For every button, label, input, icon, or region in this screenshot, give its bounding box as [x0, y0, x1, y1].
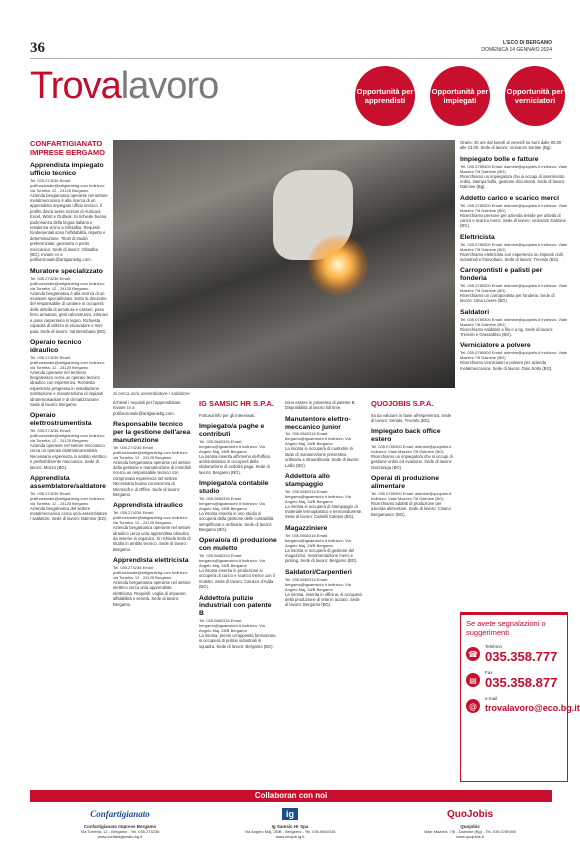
job-title: Apprendista assemblatore/saldatore [30, 474, 106, 490]
job-body: Azienda bergamasca operante nel settore idraulico cerca un/a apprendista idraulico da inserire in organico. Si richiede titolo di studio in ambito tecnico. Sede di lavoro: Bergamo. [113, 525, 191, 552]
job-body: La risorsa inserita in uno studio si occuperà della gestione delle contabilità semplificate e ordinarie. Sede di lavoro: Bergamo (BG). [199, 510, 274, 532]
footer-web[interactable]: www.confartigianato.bg.it [97, 834, 143, 839]
job-meta: Tel. 035.274236 Email: polifunzionale@artigianiebg.com Indirizzo: via Torretta, 12 - 24125 Bergamo [30, 177, 105, 193]
job-title: Operaio tecnico idraulico [30, 338, 82, 354]
job-meta: Tel. 035.0789300 Email: dalmine@quojobis.it Indirizzo: Viale Mazzini 7/8 Dalmine (BG) [460, 163, 568, 174]
job-meta: Tel. 035.274236 Email: polifunzionale@artigianiebg.com Indirizzo: via Torretta, 12 - 24125 Bergamo [113, 565, 188, 581]
igsamsic-logo: ig [215, 806, 365, 822]
email-value[interactable]: trovalavoro@eco.bg.it [485, 703, 580, 713]
phone-row [461, 641, 567, 667]
job-meta: Tel. 035.0789300 Email: dalmine@quojobis.it Indirizzo: Viale Mazzini 7/8 Dalmine (BG) [460, 316, 568, 327]
job-body: Ricerchiamo elettricista con esperienza su impianti civili, industriali e fotovoltaici. Sede di lavoro: Treviolo (BG). [460, 251, 565, 263]
job-title: Impiegato bolle e fatture [460, 155, 539, 163]
job-body: Azienda bergamasca operante nel settore elettrico cerca un/a apprendista elettricista. Requisiti: voglia di imparare, affidabilità e serietà. Sede di lavoro: Bergamo. [113, 580, 191, 607]
column-3 [199, 400, 277, 780]
job-body: Azienda bergamasca operante nel settore della gestione e manutenzione di immobili ricerca un responsabile tecnico con comprovata esperienza nel settore. Necessaria buona conoscenza di Microsoft e di Office. Sede di lavoro: Bergamo. [113, 459, 191, 498]
confartigianato-logo: Confartigianato [90, 809, 150, 819]
fax-label: Fax [485, 670, 493, 675]
job-title: Addetto/a pulizie industriali con patente B [199, 594, 272, 618]
job-title: Apprendista idraulico [113, 502, 183, 510]
email-icon: @ [466, 699, 480, 713]
job-body: Ricerchiamo un impiegato/a che si occupi di gestione ordini ed evasione. Sede di lavoro: Gazzaniga (BG). [371, 453, 453, 470]
paper-date: DOMENICA 14 GENNAIO 2024 [481, 47, 552, 53]
job-meta: Tel. 035.0660316 Email: bergamo@igsamsichr.it Indirizzo: Via Angelo Maj, 28/B Bergamo [199, 552, 265, 568]
quojobis-logo: QuoJobis [446, 808, 494, 820]
column-6 [460, 140, 568, 605]
job-title: Operaio elettrostrumentista [30, 412, 92, 428]
job-meta: Tel. 035.0660316 Email: bergamo@igsamsichr.it Indirizzo: Via Angelo Maj, 28/B Bergamo [199, 438, 265, 454]
email-row [461, 693, 580, 719]
job-body: Azienda operante nel territorio bergamasco cerca un operaio tecnico idraulico con esperienza. Richiesta esperienza pregressa in installazione, sostituzione e manutenzione di impianti idrotermosanitari e di climatizzazione. Sede di lavoro: Bergamo. [30, 369, 104, 407]
job-title: Addetto carico e scarico merci [460, 194, 559, 202]
job-meta: Tel. 035.274236 Email: polifunzionale@artigianiebg.com Indirizzo: via Torretta, 12 - 24125 Bergamo [30, 354, 105, 370]
job-meta: Tel. 035.0660316 Email: bergamo@igsamsichr.it Indirizzo: Via Angelo Maj, 28/B Bergamo [285, 488, 351, 504]
job-body: La risorsa, previo un'apposita formazione, si occuperà di pulizie industriali in squadra. Sede di lavoro: Bergamo (BG). [199, 632, 277, 649]
job-title: Muratore specializzato [30, 267, 103, 275]
header-rule [30, 58, 552, 59]
job-title: Elettricista [460, 233, 495, 241]
footer-addr: Viale Mazzini, 7/8 - Dalmine (Bg) - Tel. 035.0789300 [423, 829, 517, 834]
job-body: Orario: 40 ore dal lunedì al venerdì su turni dalle 05.00 alle 23.00. Sede di lavoro: vicinanze Seriate (Bg). [460, 140, 562, 151]
footer-name: Confartigianato Imprese Bergamo [83, 824, 157, 829]
job-title: Saldatori [460, 308, 490, 316]
badge-verniciatori: Opportunità per verniciatori [505, 66, 565, 126]
footer-addr: Via Angelo Maj, 28/B - Bergamo - Tel. 035.0660316 [244, 829, 336, 834]
footer-confartigianato [40, 806, 200, 839]
job-meta: Tel. 035.0789300 Email: dalmine@quojobis.it Indirizzo: Viale Mazzini 7/8 Dalmine (BG) [371, 490, 452, 501]
job-meta: Tel. 035.0789300 Email: dalmine@quojobis.it Indirizzo: Viale Mazzini 7/8 Dalmine (BG) [460, 350, 568, 361]
job-body: Azienda bergamasca è alla ricerca di un muratore specializzato. Sotto la direzione del responsabile di cantiere si occuperà delle attività di armatura e casseri, posa ferro armatura, getti calcestruzzo, intonaci e posa carpenteria in legno. Richiesta capacità di utilizzo di escavatore e mini pala. Sede di lavoro: Val Brembana (BG). [30, 290, 108, 334]
photo-caption: Si cerca un/a assemblatore / saldatore [113, 391, 190, 396]
job-meta: Tel. 035.0789300 Email: dalmine@quojobis.it Indirizzo: Viale Mazzini 7/8 Dalmine (BG) [371, 443, 452, 454]
job-body: Ricerchiamo un carropontista per fonderia. Sede di lavoro: zona Lovere (BG). [460, 293, 555, 304]
job-title: Impiegato/a paghe e contributi [199, 422, 265, 438]
job-body: Ricerchiamo verniciatori a polvere per azienda metalmeccanica. Sede di lavoro: Osio Sotto (BG). [460, 360, 553, 371]
job-body: Fortuna/Info per gli interessati. [199, 412, 256, 418]
job-meta: Tel. 035.0660316 Email: bergamo@igsamsichr.it Indirizzo: Via Angelo Maj, 28/B Bergamo [199, 495, 265, 511]
collab-bar: Collaboran con noi [30, 790, 552, 802]
footer-quojobis [385, 806, 555, 839]
masthead-part1: Trova [30, 65, 121, 107]
job-title: Addetto/a allo stampaggio [285, 473, 330, 488]
job-meta: Tel. 035.0660316 Email: bergamo@igsamsichr.it Indirizzo: Via Angelo Maj, 28/B Bergamo [285, 532, 351, 548]
job-body: La risorsa, inserita in officina, si occuperà della produzione di telai in acciaio. Sede di lavoro: Bergamo (BG). [285, 591, 362, 608]
segnalazioni-title: Se avete segnalazioni o suggerimenti [466, 619, 546, 637]
section-title: QUOJOBIS S.P.A. [371, 400, 434, 408]
section-title: IG SAMSIC HR S.P.A. [199, 400, 274, 408]
job-title: Impiegato/a contabile studio [199, 480, 269, 495]
column-1 [30, 140, 108, 780]
email-label: e-mail [485, 696, 498, 701]
job-meta: Tel. 035.0789300 Email: dalmine@quojobis.it Indirizzo: Viale Mazzini 7/8 Dalmine (BG) [460, 241, 568, 252]
job-body: La risorsa si occuperà di custodire lo stato di manutenzione preventiva ordinaria e straordinaria. Sede di lavoro: Lallio (BG). [285, 446, 360, 468]
phone-icon: ☎ [466, 647, 480, 661]
job-body: Azienda bergamasca operante nel settore metalmeccanico è alla ricerca di un apprendista impiegato ufficio tecnico. Il profilo dovrà avere nozioni di Autocad, Excel, Word e Outlook. Si richiede buona padronanza della lingua italiana e residenza vicino a Ghisalba. Requisiti fondamentali sono l'affidabilità, rispetto e determinazione. Titolo di studio preferenziale: geometra o perito meccanico. Sede di lavoro: Ghisalba (BG). Inviare cv a polifunzionale@artigianiebg.com. [30, 192, 108, 263]
footer-igsamsic [215, 806, 365, 839]
footer-addr: Via Torretta, 12 - Bergamo - Tel. 035.274236 [80, 829, 160, 834]
footer-name: Quojobis [460, 824, 480, 829]
masthead [30, 64, 218, 108]
job-title: Operaio/a di produzione con muletto [199, 537, 277, 553]
welder-photo [113, 140, 455, 388]
footer-web[interactable]: www.quojobis.it [456, 834, 484, 839]
job-body: La risorsa si occuperà di gestione del magazzino, movimentazione merci e picking. Sede di lavoro: Bergamo (BG). [285, 547, 358, 564]
job-title: Carropontisti e palisti per fonderia [460, 267, 543, 283]
job-title: Operai di produzione alimentare [371, 475, 439, 490]
spark-shape [308, 235, 368, 295]
footer-name: Ig Samsic Hr Spa [271, 824, 309, 829]
column-2 [113, 400, 191, 780]
job-meta: Tel. 035.274236 Email: polifunzionale@artigianiebg.com Indirizzo: via Torretta, 12 - 24125 Bergamo [113, 444, 188, 460]
job-meta: Tel. 035.274236 Email: polifunzionale@artigianiebg.com Indirizzo: via Torretta, 12 - 24125 Bergamo [30, 275, 105, 291]
footer-web[interactable]: www.infojob.ig.it [275, 834, 305, 839]
job-body: La risorsa inserita in produzione si occuperà di carico e scarico merce con il muletto. Sede di lavoro: Calusco d'Adda (BG). [199, 567, 275, 590]
job-meta: Tel. 035.0660316 Email: bergamo@igsamsichr.it Indirizzo: Via Angelo Maj, 28/B Bergamo [285, 431, 351, 447]
job-body: Azienda bergamasca del settore metalmeccanico cerca un/a assemblatore / saldatore. Sede di lavoro: Dalmine (BG). [30, 505, 108, 522]
badge-apprendisti: Opportunità per apprendisti [355, 66, 415, 126]
job-body: Ricerchiamo saldatori a filo e a tig. Sede di lavoro: Treviolo e Grassobbio (BG). [460, 326, 554, 338]
badge-impiegati: Opportunità per impiegati [430, 66, 490, 126]
job-body: Ricerchiamo persone per azienda tessile per attività di carico e scarico merci. Sede di lavoro: vicinanze Dalmine (BG). [460, 212, 566, 229]
paper-name: L'ECO DI BERGAMO [503, 40, 552, 46]
job-meta: Tel. 035.0660316 Email: bergamo@igsamsichr.it Indirizzo: Via Angelo Maj, 28/B Bergamo [285, 576, 351, 592]
job-body: sono essere in possesso di patente B. Disponibilità al lavoro full time. [285, 400, 356, 411]
job-meta: Tel. 035.274236 Email: polifunzionale@artigianiebg.com Indirizzo: via Torretta, 12 - 24125 Bergamo [30, 427, 105, 443]
job-title: Saldatori/Carpentieri [285, 568, 352, 576]
paper-header [481, 40, 552, 54]
job-title: Manutentore elettro-meccanico junior [285, 415, 351, 431]
fax-row [461, 667, 567, 693]
job-meta: Tel. 035.0789300 Email: dalmine@quojobis.it Indirizzo: Viale Mazzini 7/8 Dalmine (BG) [460, 202, 568, 213]
job-title: Apprendista elettricista [113, 557, 189, 565]
column-5 [371, 400, 455, 610]
job-title: Magazziniere [285, 524, 328, 532]
phone-value[interactable]: 035.358.777 [485, 649, 558, 664]
job-body: La risorsa inserita all'interno dell'ufficio amministrativo si occuperà della elaborazione di cedolini paga. Sede di lavoro: Bergamo (BG). [199, 453, 271, 475]
job-title: Responsabile tecnico per la gestione dell'area manutenzione [113, 421, 191, 444]
job-meta: Tel. 035.0789300 Email: dalmine@quojobis.it Indirizzo: Viale Mazzini 7/8 Dalmine (BG) [460, 283, 568, 294]
job-meta: Tel. 035.0660316 Email: bergamo@igsamsichr.it Indirizzo: Via Angelo Maj, 28/B Bergamo [199, 617, 265, 633]
job-title: Impiegato back office estero [371, 428, 441, 444]
section-title: CONFARTIGIANATO IMPRESE BERGAMO [30, 140, 106, 157]
job-title: Verniciatore a polvere [460, 342, 531, 350]
job-body: La risorsa si occuperà di stampaggio di materiale termoplastico e termoindurente. Sede di lavoro: Castelli Calepio (BG). [285, 503, 363, 520]
job-body: Ricerchiamo un impiegato/a che si occupi di inserimento ordini, stampa bolle, gestione documenti. Sede di lavoro: Dalmine (Bg). [460, 173, 566, 190]
page-number: 36 [30, 40, 45, 56]
job-meta: Tel. 035.274236 Email: polifunzionale@artigianiebg.com Indirizzo: via Torretta, 12 - 24125 Bergamo [30, 490, 105, 506]
job-body: Ricerchiamo addetti di produzione per azienda alimentare. Sede di lavoro: Cisano Bergamasco (BG). [371, 500, 451, 517]
fax-icon: ▤ [466, 673, 480, 687]
column-4 [285, 400, 363, 780]
fax-value[interactable]: 035.358.877 [485, 675, 558, 690]
job-body: tra da valutare in base all'esperienza. Sede di lavoro: Seriate, Treviolo (BG). [371, 412, 452, 423]
job-body: richiesti i requisiti per l'apprendistato. Inviare cv a polifunzionale@artigianiebg.com. [113, 400, 182, 416]
masthead-part2: lavoro [120, 65, 219, 107]
job-title: Apprendista impiegato ufficio tecnico [30, 162, 104, 177]
job-meta: Tel. 035.274236 Email: polifunzionale@artigianiebg.com Indirizzo: via Torretta, 12 - 24125 Bergamo [113, 510, 188, 526]
segnalazioni-box [460, 612, 580, 782]
job-body: Azienda operante nel settore meccanico cerca un operaio elettrostrumentista. Necessaria esperienza in ambito elettrico e preferibilmente meccanico. Sede di lavoro: Mozzo (BG). [30, 442, 107, 470]
phone-label: Telefono [485, 644, 503, 649]
